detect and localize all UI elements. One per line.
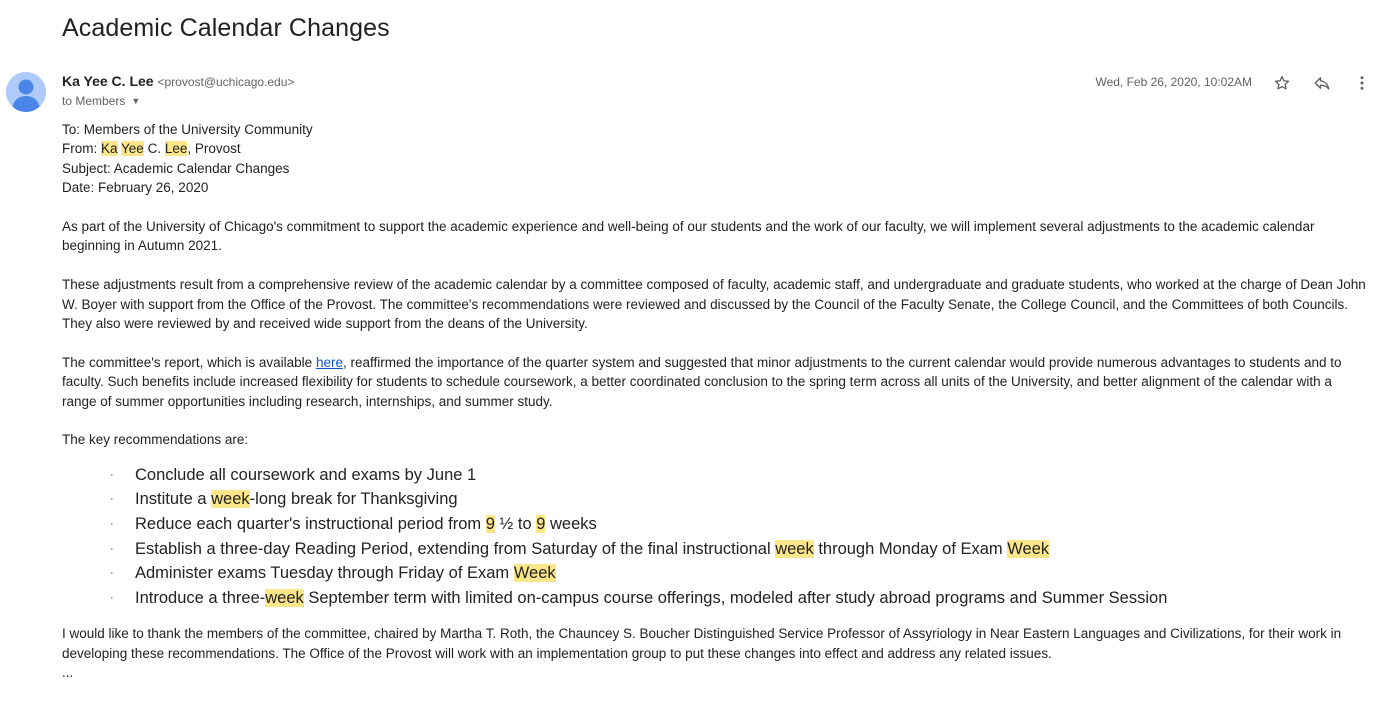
rec-text: Conclude all coursework and exams by June 1	[135, 465, 477, 484]
trimmed-content-ellipsis[interactable]: ...	[62, 665, 74, 681]
highlight: 9	[485, 515, 495, 534]
bullet: ·	[110, 542, 114, 555]
highlight: Week	[1007, 539, 1050, 558]
bullet: ·	[110, 468, 114, 481]
rec-text: Introduce a three-	[135, 588, 266, 607]
rec-text: September term with limited on-campus course offerings, modeled after study abroad programs and Summer Session	[303, 588, 1168, 607]
memo-to: To: Members of the University Community	[62, 122, 313, 137]
list-item	[62, 586, 1367, 611]
highlight: 9	[536, 515, 546, 534]
bullet: ·	[110, 591, 114, 604]
memo-from-lee: Lee	[164, 141, 188, 157]
rec-text: Administer exams Tuesday through Friday of Exam	[135, 564, 514, 583]
memo-header	[62, 120, 1367, 198]
rec-text: weeks	[545, 515, 597, 534]
sender-name[interactable]: Ka Yee C. Lee	[62, 73, 154, 89]
star-icon[interactable]	[1271, 72, 1293, 94]
list-item	[62, 487, 1367, 512]
paragraph-intro: As part of the University of Chicago's commitment to support the academic experience and well-being of our students and the work of our faculty, we will implement several adjustments to the academic calendar beginning in Autumn 2021.	[62, 219, 1315, 254]
rec-text: through Monday of Exam	[813, 539, 1008, 558]
email-subject: Academic Calendar Changes	[62, 14, 390, 42]
sender-email: <provost@uchicago.edu>	[157, 75, 295, 89]
bullet: ·	[110, 567, 114, 580]
highlight: Week	[513, 564, 556, 583]
rec-text: -long break for Thanksgiving	[249, 490, 458, 509]
paragraph-thanks: I would like to thank the members of the committee, chaired by Martha T. Roth, the Chauncey S. Boucher Distinguished Service Professor of Assyriology in Near Eastern Languages and Civilizations, for their work in developing these recommendations. The Office of the Provost will work with an implementation group to put these changes into effect and address any related issues.	[62, 626, 1342, 661]
rec-text: Reduce each quarter's instructional period from	[135, 515, 486, 534]
report-text-after: , reaffirmed the importance of the quarter system and suggested that minor adjustments to the current calendar would provide numerous advantages to students and to faculty. Such benefits include increased flexibility for students to schedule coursework, a better coordinated conclusion to the spring term across all units of the University, and better alignment of the calendar with a range of summer opportunities including research, internships, and summer study.	[62, 354, 1342, 409]
rec-text: ½ to	[494, 515, 537, 534]
report-link[interactable]: here	[315, 354, 343, 370]
paragraph-report	[62, 353, 1367, 411]
avatar-person-icon	[6, 72, 46, 112]
caret-down-icon[interactable]: ▼	[131, 96, 141, 106]
email-body	[62, 120, 1367, 702]
paragraph-key-recs: The key recommendations are:	[62, 432, 249, 448]
memo-from-ka: Ka	[101, 141, 118, 157]
memo-from-suffix: , Provost	[187, 141, 241, 157]
recommendations-list	[62, 463, 1367, 611]
list-item	[62, 537, 1367, 562]
list-item	[62, 561, 1367, 586]
report-text-before: The committee's report, which is available	[62, 354, 316, 370]
recipients-label: to Members	[62, 94, 126, 108]
highlight: week	[211, 490, 250, 509]
memo-from-c: C.	[147, 141, 162, 157]
rec-text: Establish a three-day Reading Period, extending from Saturday of the final instructional	[135, 539, 776, 558]
bullet: ·	[110, 493, 114, 506]
more-vert-icon[interactable]	[1351, 72, 1373, 94]
email-date: Wed, Feb 26, 2020, 10:02AM	[1095, 75, 1252, 89]
reply-icon[interactable]	[1311, 72, 1333, 94]
list-item	[62, 463, 1367, 488]
bullet: ·	[110, 518, 114, 531]
memo-from-prefix: From:	[62, 141, 101, 157]
memo-date: Date: February 26, 2020	[62, 180, 209, 196]
list-item	[62, 512, 1367, 537]
highlight: week	[775, 539, 814, 558]
recipients-toggle[interactable]	[62, 94, 140, 108]
sender-line	[62, 73, 294, 89]
memo-from-yee: Yee	[121, 141, 144, 157]
rec-text: Institute a	[135, 490, 212, 509]
paragraph-review: These adjustments result from a comprehensive review of the academic calendar by a committee composed of faculty, academic staff, and undergraduate and graduate students, who worked at the charge of Dean John W. Boyer with support from the Office of the Provost. The committee's recommendations were reviewed and discussed by the Council of the Faculty Senate, the College Council, and the Committees of both Councils. They also were reviewed by and received wide support from the deans of the University.	[62, 277, 1366, 332]
highlight: week	[265, 588, 304, 607]
avatar[interactable]	[6, 72, 46, 112]
memo-subject: Subject: Academic Calendar Changes	[62, 160, 290, 176]
